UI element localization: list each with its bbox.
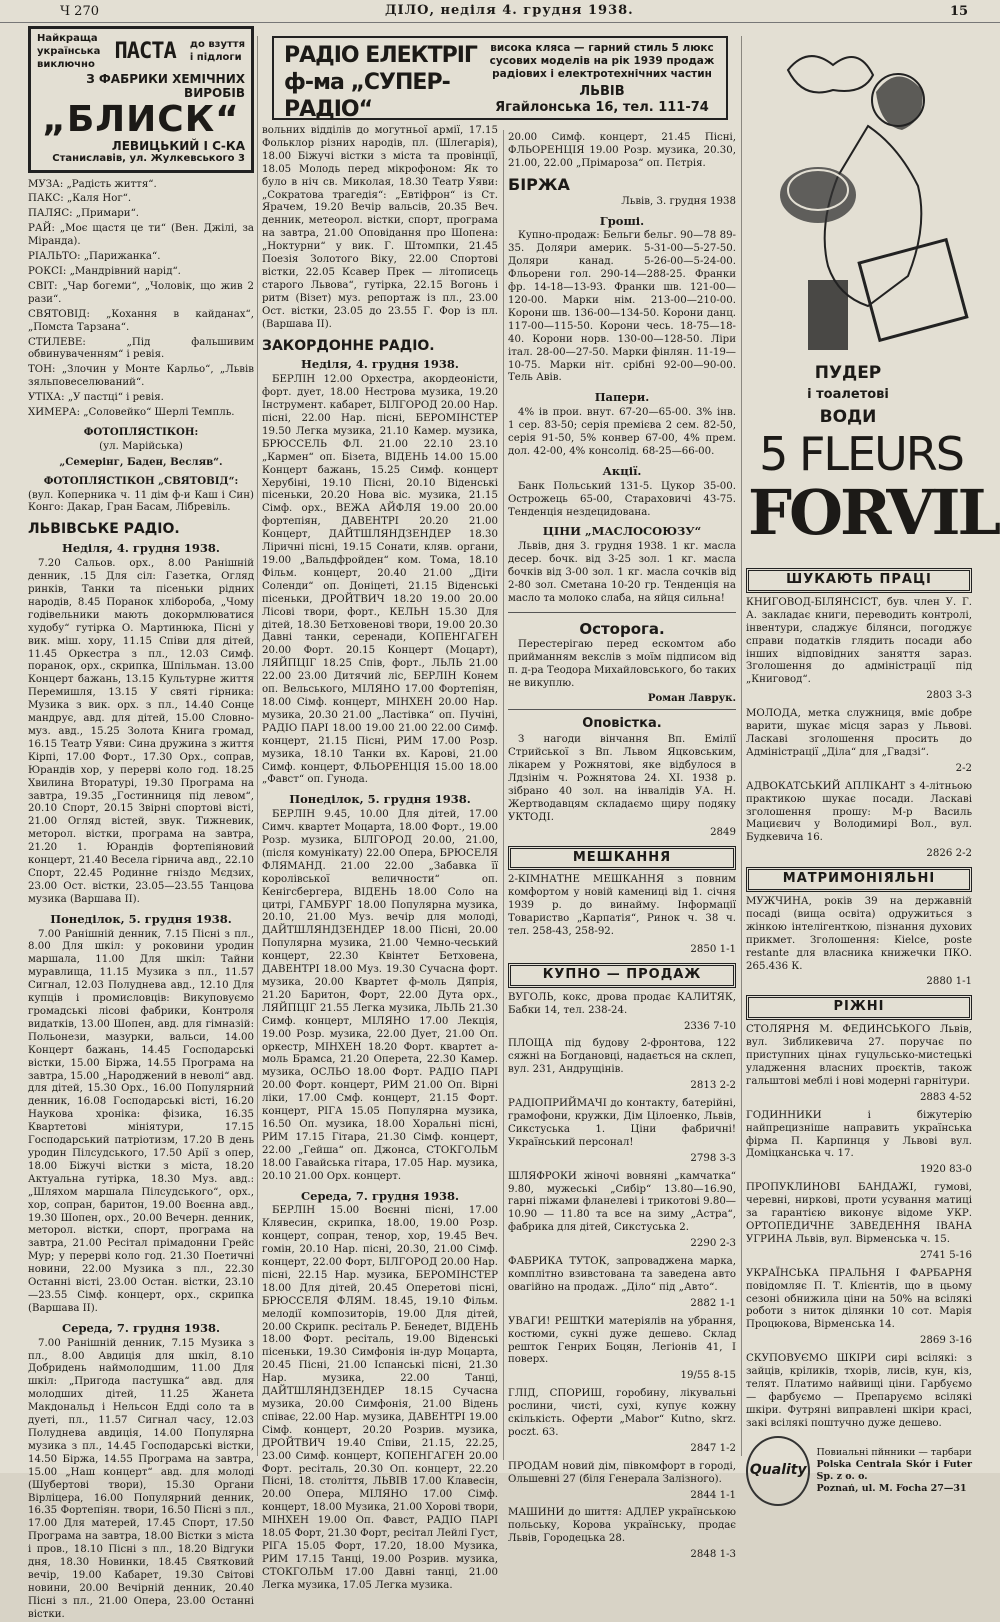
radio-electric-advert [272,36,728,120]
section-heading: ФОТОПЛЯСТІКОН „СВЯТОВІД“: [43,474,239,487]
classified-ad: РАДІОПРИЙМАЧІ до контакту, батерійні, грамофони, кружки, Дім Цілоенко, Львів, Сикстуська 1. Ціни фабричні! Український персонал! [508,1098,736,1148]
classified-ad: МУЖЧИНА, років 39 на державній посаді (вища освіта) одружиться з жінкою інтелігенткою, пізнання духових прикмет. Зголошення: Kielce, poste restante для власника книжечки ПКО. 265.436 К. [746,896,972,972]
cinema-listing: СТИЛЕВЕ: „Під фальшивим обвинуваченням“ і ревія. [28,336,254,361]
advert-text: висока кляса — гарний стиль 5 люкс сусових моделів на рік 1939 продаж радіових і електротехнічних частин [489,42,715,80]
quality-block: Quality Повиальні пйнники — тарбари Polska Centrala Skór i Futer Sp. z o. o. Poznań, ul. M. Focha 27—31 [746,1436,972,1506]
classified-ad: ФАБРИКА ТУТОК, запроваджена марка, комплітно взивстована та заведена авто овагійно на продаж. „Діло“ під „Авто“. [508,1256,736,1293]
classified-ad: СКУПОВУЄМО ШКІРИ сирі всілякі: з зайців, кріликів, тхорів, лисів, кун, кіз, телят. Платимо найвищі ціни. Гарбуємо — фарбуємо — Препаруємо всілякі шкіри. Футряні виправлені шкіри красі, закі всілякі поштучно дуже дешево. [746,1353,972,1429]
section-banner-jobs: ШУКАЮТЬ ПРАЦІ [746,568,972,593]
day-heading: Неділя, 4. грудня 1938. [301,357,459,372]
classified-ad: ПРОПУКЛИНОВІ БАНДАЖІ, гумові, черевні, ниркові, проти усування матиці за гарантією виконує відоме УКР. ОРТОПЕДИЧНЕ ЗАВЕДЕННЯ ІВАНА УГРИНА Львів, вул. Вірменська ч. 15. [746,1182,972,1245]
misc-classifieds [746,1024,972,1430]
section-banner-trade: КУПНО — ПРОДАЖ [508,963,736,988]
classified-ad-number: 1920 83-0 [919,1164,972,1176]
classified-ad-number: 2-2 [955,762,972,774]
programme-text: 20.00 Симф. концерт, 21.45 Пісні, ФЛЬОРЕНЦІЯ 19.00 Розр. музика, 20.30, 21.00, 22.00 „Прімароза“ оп. Пєтрія. [508,132,736,169]
classified-ad: АДВОКАТСЬКИЙ АПЛІКАНТ з 4-літньою практикою шукає посади. Ласкаві зголошення прошу: М-р Василь Мациєвич у Володимирі Вол., вул. Будкевича 16. [746,780,972,844]
day-heading: Понеділок, 5. грудня 1938. [289,792,471,807]
lviv-radio-heading: ЛЬВІВСЬКЕ РАДІО. [28,521,180,538]
cinema-listing: СВІТ: „Чар богеми“, „Чоловік, що жив 2 рази“. [28,280,254,305]
programme-text: БЕРЛІН 9.45, 10.00 Для дітей, 17.00 Симч. квартет Моцарта, 18.00 Форт., 19.00 Розр. музика, БІЛГОРОД 20.00, 21.00, (після комунікату) 22.00 Опера, БРЮСЕЛЯ ФЛЯМАНД. 21.00 22.00 „Забавка її королівської величности“ оп. Кенігсбергера, ВІДЕНЬ 18.00 Соло на цитрі, ГАМБУРГ 18.00 Популярна музика, 20.10, 21.00 Муз. вечір для молоді, ДАЙТШЛЯНДЗЕНДЕР 18.00 Пісні, 20.00 Популярна музика, 21.00 Чемно-чеський концерт, 22.30 Квінтет Бетховена, ДАВЕНТРІ 18.00 Муз. 19.30 Сучасна форт. музика, 20.00 Квартет ф-моль Дяпрія, 21.20 Баритон, Форт, 22.00 Дута орх., ЛЯЙПЦІГ 21.55 Легка музика, ЛЬЛЬ 21.30 Симф. концерт, МІЛЯНО 17.00 Лекція, 19.00 Розр. музика, 22.00 Дует, 21.00 Оп. оркестр, МІНХЕН 18.20 Форт. квартет а-моль Брамса, 21.20 Оперета, 22.30 Камер. музика, ОСЛЬО 18.00 Форт. РАДІО ПАРІ 20.00 Форт. концерт, РИМ 21.00 Оп. Вірні ліки, 17.00 Смф. концерт, 21.15 Форт. концерт, РІГА 15.05 Популярна музика, 16.50 Оп. музика, 18.00 Хоральні пісні, РИМ 17.15 Гітара, 21.30 Сімф. концерт, 22.00 „Гейша“ оп. Джонса, СТОКГОЛЬМ 18.00 Гавайська гітара, 17.05 Нар. музика, 20.10 21.00 Орх. концерт. [262,809,498,1182]
brand-name: „БЛИСК“ [42,98,240,140]
classified-ad: ПРОДАМ новий дім, півкомфорт в городі, Ольшевні 27 (біля Генерала Залізного). [508,1460,736,1485]
classified-ad-number: 2290 2-3 [690,1238,736,1250]
cinema-listing: ХИМЕРА: „Соловейко“ Шерлі Темпль. [28,407,235,419]
cinema-listing: МУЗА: „Радість життя“. [28,178,157,190]
classified-ad-number: 19/55 8-15 [680,1370,736,1382]
trade-classifieds [508,992,736,1562]
column-3: 20.00 Симф. концерт, 21.45 Пісні, ФЛЬОРЕНЦІЯ 19.00 Розр. музика, 20.30, 21.00, 22.00 „Прімароза“ оп. Пєтрія. БІРЖА Львів, 3. грудня 1938 Гроші. Купно-продаж: Бельги бельг. 90—78 89-35. Доляри америк. 5-31-00—5-27-50. Доляри канад. 5-26-00—5-24-00. Фльорени гол. 290-14—288-25. Франки фр. 14-18—13-93. Франки шв. 121-00—120-00. Марки нім. 213-00—210-00. Корони шв. 136-00—134-50. Корони данц. 117-00—115-50. Корони чесь. 18-75—18-40. Корони норв. 130-00—128-50. Ліри італ. 28-00—27-50. Марки фінлян. 11-19—10-75. Марки ніт. срібні 92-00—90-00. Тель Авів. Папери. 4% ів прои. внут. 67-20—65-00. 3% інв. 1 сер. 83-50; серія премієва 2 сем. 82-50, серія 91-50, 5% конвер 67-00, 4% прем. дол. 42-00, 4% консолід. 68-25—66-00. Акції. Банк Польський 131-5. Цукор 35-00. Острожець 65-00, Стараховичі 43-75. Тенденція нездецидована. ЦІНИ „МАСЛОСОЮЗУ“ Львів, дня 3. грудня 1938. 1 кг. масла десер. бочк. від 3-25 зол. 1 кг. масла бочків від 3-00 зол. 1 кг. масла сочків від 2-80 зол. Сметана 10-20 гр. Тенденція на масло та молоко слаба, на яйця сильна! Осторога. Перестерігаю перед ескомтом або прийманням векслів з моїм підписом від п. д-ра Теодора Михайловського, бо таких не викуплю. Роман Лаврук. Оповістка. З нагоди вінчання Вп. Емілії Стрийської з Вп. Львом Яцковським, лікарем у Рожнятові, яке відбулося в Лдзінім ч. Рожнятова 24. XI. 1938 р. зібрано 40 зол. на інвалідів УА. Н. Жертводавцям складаємо щиру подяку УКТОДІ. 2849 МЕШКАННЯ 2-КІМНАТНЕ МЕШКАННЯ з повним комфортом у новій камениці від 1. січня 1939 р. до винайму. Інформації Товариство „Карпатія“, Ринок ч. 38 ч. тел. 258-43, 258-92. 2850 1-1 КУПНО — ПРОДАЖ ВУГОЛЬ, кокс, дрова продає КАЛИТЯК, Бабки 14, тел. 238-24. 2336 7-10 ПЛОЩА під будову 2-фронтова, 122 сяжні на Богдановці, надається на склеп, вул. 231, Андрущінів. 2813 2-2 РАДІОПРИЙМАЧІ до контакту, батерійні, грамофони, кружки, Дім Цілоенко, Львів, Сикстуська 1. Ціни фабричні! Український персонал! 2798 3-3 ШЛЯФРОКИ жіночі вовняні „камчатка“ 9.80, мужеські „Сибір“ 13.80—16.90, гарні піжами фланелеві і трикотові 9.80—10.90 — 11.80 та все на зиму „Астра“, фабрика для дітей, Сикстуська 2. 2290 2-3 ФАБРИКА ТУТОК, запроваджена марка, комплітно взивстована та заведена авто овагійно на продаж. „Діло“ під „Авто“. 2882 1-1 УВАГИ! РЕШТКИ матеріялів на убрання, костюми, сукні дуже дешево. Склад решток Генрих Боцян, Легіонів 41, I поверх. 19/55 8-15 ГЛІД, СПОРИШ, горобину, лікувальні рослини, чисті, сухі, купує кожну скількість. Оферти „Mabor“ Kutno, skrz. poczt. 63. 2847 1-2 ПРОДАМ новий дім, півкомфорт в городі, Ольшевні 27 (біля Генерала Залізного). 2844 1-1 МАШИНИ до шиття: АДЛЕР українською польську, Корова українську, продає Львів, Городецька 28. 2848 1-3 [508,132,737,1561]
warning-notice: Осторога. Перестерігаю перед ескомтом або прийманням векслів з моїм підписом від п. д-ра Теодора Михайловського, бо таких не викуплю. Роман Лаврук. [508,612,736,705]
page-number-right: 15 [950,4,969,19]
classified-ad-number: 2813 2-2 [690,1080,736,1092]
programme-text: БЕРЛІН 15.00 Воєнні пісні, 17.00 Клявесин, скрипка, 18.00, 19.00 Розр. концерт, сопран, тенор, хор, 19.45 Веч. гомін, 20.10 Нар. пісні, 20.30, 21.00 Сімф. концерт, 22.00 Форт, БІЛГОРОД 20.00 Нар. пісні, 22.15 Нар. музика, БЕРОМІНСТЕР 18.00 Для дітей, 20.45 Оперетові пісні, БРЮССЕЛЯ ФЛЯМ. 18.45, 19.10 Фільм. мелодії композиторів, 19.00 Для дітей, 20.00 Скрипк. ресіталь Р. Бенедет, ВІДЕНЬ 18.00 Форт. ресіталь, 19.00 Віденські пісеньки, 19.30 Симфонія ін-дур Моцарта, 20.45 Пісні, 21.00 Іспанські піснi, 21.30 Нар. музика, 22.00 Танці, ДАЙТШЛЯНДЗЕНДЕР 18.15 Сучасна музика, 20.00 Симфонія, 21.00 Відень співає, 22.00 Нар. музика, ДАВЕНТРІ 19.00 Сімф. концерт, 20.20 Розрив. музика, ДРОЙТВИЧ 19.40 Співи, 21.15, 22.25, 23.00 Симф. концерт, КОПЕНГАГЕН 20.00 Форт. ресіталь, 20.30 Оп. концерт, 22.20 Пісні, 18. століття, ЛЬВІВ 17.00 Клавесін, 20.00 Опера, МІЛЯНО 17.00 Сімф. концерт, 18.00 Музика, 21.00 Хорові твори, МІНХЕН 19.00 Оп. Фавст, РАДІО ПАРІ 18.05 Форт, 21.30 Форт, ресітал Лейлі Густ, РІГА 15.05 Форт, 17.20, 18.00 Музика, РИМ 17.15 Танці, 19.00 Розрив. музика, СТОКГОЛЬМ 17.00 Давні танці, 21.00 Легка музика, 17.05 Легка музика. [262,1205,498,1591]
section-banner-matrimonial: МАТРИМОНІЯЛЬНІ [746,867,972,892]
programme-text: 7.00 Ранішній денник, 7.15 Музика з пл., 8.00 Авдиція для шкіл, 8.10 Добридень наймолодшим, 11.00 Для шкіл: „Пригода пастушка“ авд. для молодших дітей, 11.25 Жанета Макдональд і Нельсон Едді соло та в дуеті, пл., 11.57 Сигнал часу, 12.03 Полуднева авдиція, 14.00 Популярна музика з пл., 14.45 Господарські вістки, 14.50 Біржа, 14.55 Програма на завтра, 15.00 „Наш концерт“ авд. для молоді (Шубертові твори), 15.30 Органи Вірліцера, 16.00 Популярний денник, 16.35 Фортепіян. твори, 16.50 Пісні з пл., 17.00 Для матерей, 17.45 Спорт, 17.50 Програма на завтра, 18.00 Вістки з міста і пров., 18.10 Пісні з пл., 18.20 Відгуки дня, 18.30 Новинки, 18.45 Святковий вечір, 19.00 Кабарет, 19.30 Світові новини, 20.00 Вечірній денник, 20.40 Пісні з пл., 21.00 Опера, 23.00 Останні вістки. [28,1337,254,1620]
cinema-listing: ТОН: „Злочин у Монте Карльо“, „Львів зяльповеселюваний“. [28,364,254,389]
section-banner-misc: РІЖНІ [746,995,972,1020]
advert-brand-five-fleurs: 5 FLEURS [759,427,963,481]
classified-ad-number: 2848 1-3 [690,1549,736,1561]
classified-ad-number: 2880 1-1 [926,976,972,988]
day-heading: Середа, 7. грудня 1938. [300,1188,459,1203]
column-rule [741,36,742,1456]
section-banner-housing: МЕШКАННЯ [508,846,736,871]
day-heading: Неділя, 4. грудня 1938. [62,541,220,556]
classified-ad: МАШИНИ до шиття: АДЛЕР українською польську, Корова українську, продає Львів, Городецька 28. [508,1507,736,1545]
programme-text: вольних відділів до могутньої армії, 17.15 Фольклор різних народів, пл. (Шлегарія), 18.00 Біжучі вістки з міста та провінції, 18.05 Молодь перед мікрофоном: Як то було в ніч св. Миколая, 18.30 Театр Уяви: „Сократова трагедія“: „Евтіфрон“ із Ст. Ярачем, 19.20 Вечір вальсів, 20.35 Веч. денник, метеорол. вістки, спорт, програма на завтра, 21.00 Оповідання про Шопена: „Ноктурни“ у вик. Г. Штомпки, 21.45 Поезія Золотого Віку, 22.00 Спортові вістки, 22.05 Ксавер Прек — літописець старого Львова“, гутірка, 22.15 Вогонь і ритм (Візет) муз. репортаж із пл., 23.00 Ост. вістки, 23.05 до 23.55 Г. Фор із пл. (Варшава II). [262,125,498,330]
classified-ad-number: 2847 1-2 [690,1442,736,1454]
column-1: Найкраща українська виключно ПАСТА до взуття і підлоги З ФАБРИКИ ХЕМІЧНИХ ВИРОБІВ „БЛИСК“ ЛЕВИЦЬКИЙ І С-КА Станиславів, ул. Жулкевського 3 МУЗА: „Радість життя“. ПАКС: „Каля Ног“. ПАЛЯС: „Примари“. РАЙ: „Моє щастя це ти“ (Вен. Джілі, за Міранда). РІАЛЬТО: „Парижанка“. РОКСІ: „Мандрівний нарід“. СВІТ: „Чар богеми“, „Чоловік, що жив 2 рази“. СВЯТОВІД: „Кохання в кайданах“, „Помста Тарзана“. СТИЛЕВЕ: „Під фальшивим обвинуваченням“ і ревія. ТОН: „Злочин у Монте Карльо“, „Львів зяльповеселюваний“. УТІХА: „У пастці“ і ревія. ХИМЕРА: „Соловейко“ Шерлі Темпль. ФОТОПЛЯСТІКОН: (ул. Марійська) „Семерінг, Баден, Весляв“. ФОТОПЛЯСТІКОН „СВЯТОВІД“: (вул. Коперника ч. 11 дім ф-и Каш і Син) Конго: Дакар, Гран Басам, Лібревіль. ЛЬВІВСЬКЕ РАДІО. Неділя, 4. грудня 1938. 7.20 Сальов. орх., 8.00 Ранішній денник, .15 Для сіл: Газетка, Огляд ринків, Танки та пісеньки рідних народів, 8.45 Поранок хлібороба, „Чому годівельники мають докормлюватися худобу“ гутірка О. Мартинюка, Пісні у вик. міш. хору, 11.15 Співи для дітей, 11.45 Оркестра з пл., 12.03 Симф. поранок, орх., скрипка, Шпільман. 13.00 Концерт бажань, 13.15 Культурне життя Перемишля, 13.15 У святі гірника: Музика з вик. орх. з пл., 14.40 Сонце мандрує, авд. для дітей, 15.00 Словно-муз. авд., 15.25 Золота Книга громад, 16.15 Театр Уяви: Сина дружина з життя Кірпі, 17.00 Форт., 17.30 Орх., соправ, Юрандів хор, у перерві коло год. 18.25 Хвилина Вторатурі, 19.30 Програма на завтра, 19.35 „Гостинниця під левом“, 20.10 Спорт, 20.15 Звірні спортові вісті, 21.00 Огляд вістей, звук. Тижневик, меторол. вістки, програма на завтра, 21.20 1. Юрандів фортепіяновий концерт, 21.40 Весела гірнича авд., 22.10 Спорт, 22.45 Родинне гніздо Мєдзих, 23.00 Ост. вістки, 23.05—23.55 Танцова музика (Варшава II). Понеділок, 5. грудня 1938. 7.00 Ранішній денник, 7.15 Пісні з пл., 8.00 Для шкіл: у роковини уродин маршала, 11.00 Для шкіл: Тайни муравлища, 11.15 Музика з пл., 11.57 Сигнал, 12.03 Полуднева авд., 12.10 Для купців і промисловців: Викуповуємо громадські лісові фабрики, Контроля видатків, 13.00 Шопен, авд. для гімназій: Польонези, мазурки, вальси, 14.00 Концерт бажань, 14.45 Господарські вістки, 15.00 Біржа, 14.55 Програма на завтра, 15.00 „Народжений в неволі“ авд. для дітей, 15.30 Орх., 16.00 Популярний денник, 16.08 Господарські вісті, 16.20 Наукова хроніка: фізика, 16.35 Квартетові мініятури, 17.15 Господарський патріотизм, 17.20 В день уродин Пілсудського, 17.50 Арії з опер, 18.00 Біжучі вістки з міста, 18.20 Актуальна гутірка, 18.30 Муз. авд.: „Шляхом маршала Пілсудського“, орх., хор, сопран, баритон, 19.00 Воєнна авд., 19.30 Шопен, орх., 20.00 Вечерн. денник, меторол. вістки, спорт, програма на завтра, 21.00 Ресітал прімадонни Грейс Мур; у перерві коло год. 21.30 Поетичні новини, 22.00 Музика з пл., 22.30 Останні вісті, 23.00 Остан. вістки, 23.10—23.55 Сімф. концерт, орх., скрипка (Варшава II). Середа, 7. грудня 1938. 7.00 Ранішній денник, 7.15 Музика з пл., 8.00 Авдиція для шкіл, 8.10 Добридень наймолодшим, 11.00 Для шкіл: „Пригода пастушка“ авд. для молодших дітей, 11.25 Жанета Макдональд і Нельсон Едді соло та в дуеті, пл., 11.57 Сигнал часу, 12.03 Полуднева авдиція, 14.00 Популярна музика з пл., 14.45 Господарські вістки, 14.50 Біржа, 14.55 Програма на завтра, 15.00 „Наш концерт“ авд. для молоді (Шубертові твори), 15.30 Органи Вірліцера, 16.00 Популярний денник, 16.35 Фортепіян. твори, 16.50 Пісні з пл., 17.00 Для матерей, 17.45 Спорт, 17.50 Програма на завтра, 18.00 Вістки з міста і пров., 18.10 Пісні з пл., 18.20 Відгуки дня, 18.30 Новинки, 18.45 Святковий вечір, 19.00 Кабарет, 19.30 Світові новини, 20.00 Вечірній денник, 20.40 Пісні з пл., 21.00 Опера, 23.00 Останні вістки. [28,26,254,1446]
cinema-listing: РІАЛЬТО: „Парижанка“. [28,251,161,263]
classified-ad: УКРАЇНСЬКА ПРАЛЬНЯ І ФАРБАРНЯ повідомляє П. Т. Клієнтів, що в цьому сезоні обнижила ціни на 50% на всілякі роботи з ниток ділянки 10 сот. Марія Процюкова, Вірменська 14. [746,1267,972,1331]
classified-ad: ВУГОЛЬ, кокс, дрова продає КАЛИТЯК, Бабки 14, тел. 238-24. [508,991,736,1016]
column-2 [262,125,498,1591]
matrimonial-classifieds [746,896,972,989]
classified-ad-number: 2803 3-3 [926,690,972,702]
classified-ad: МОЛОДА, метка служниця, вміє добре варити, шукає місця зараз у Львові. Ласкаві зголошення просить до Адміністрації „Діла“ для „Гвадзі“. [746,708,972,758]
column-rule [257,36,258,1456]
advert-powder-text: ПУДЕР і тоалетові ВОДИ [807,363,889,427]
programme-text: БЕРЛІН 12.00 Орхестра, акордеоністи, форт. дует, 18.00 Нестрова музика, 19.20 Інструмент. кабарет, БІЛГОРОД 20.00 Нар. пісні, 22.00 Нар. пісні, БЕРОМІНСТЕР 19.50 Легка музика, 21.10 Камер. музика, БРЮССЕЛЬ ФЛ. 21.00 22.10 23.10 „Кармен“ оп. Бізета, ВІДЕНЬ 14.00 15.00 Концерт бажань, 15.25 Симф. концерт Херубіні, 19.10 Пісні, 20.10 Віденські пісеньки, 20.20 Нова віс. музика, 21.15 Сімф. орх., ВЕЖА АЙФЛЯ 19.00 20.00 фортепіян, ДАВЕНТРІ 20.20 21.00 Концерт, ДАЙТШЛЯНДЗЕНДЕР 18.30 Ліричні пісні, 19.15 Сонати, кляв. органи, 19.00 „Вальдфройден“ ком. Тома, 18.10 Фільм. концерт, 20.40 21.00 „Діти Соленди“ оп. Доніцеті, 21.15 Віденські пісеньки, ДРОЙТВИЧ 18.20 19.00 20.00 Лісові твори, форт., КЕЛЬН 15.30 Для дітей, 18.30 Бетховенові твори, 19.00 20.30 Давні танки, серенади, КОПЕНГАГЕН 20.00 Форт. 20.15 Концерт (Моцарт), ЛЯЙПЦІГ 18.25 Спів, форт., ЛЬЛЬ 21.00 22.00 23.00 Дитячий ліс, БЕРЛІН Конем оп. Вельського, МІЛЯНО 17.00 Фортепіян, 18.00 Сімф. концерт, МІНХЕН 20.00 Нар. музика, 20.30 21.00 „Ластівка“ оп. Пучіні, РАДІО ПАРІ 18.00 19.00 21.00 22.00 Симф. концерт, 21.15 Пісні, РИМ 17.00 Розр. музика, 18.10 Танки вх. Карові, 21.00 Симф. концерт, ФЛЬОРЕНЦІЯ 15.00 18.00 „Фавст“ оп. Гунода. [262,374,498,786]
shares-rates: Банк Польський 131-5. Цукор 35-00. Острожець 65-00, Стараховичі 43-75. Тенденція нездецидована. [508,480,736,518]
cinema-listing: СВЯТОВІД: „Кохання в кайданах“, „Помста Тарзана“. [28,308,254,333]
forvil-advert [748,40,999,560]
classified-ad: ГОДИННИКИ і біжутерію найпрецизніше направить українська фірма П. Карпинця у Львові вул. Доміцканська ч. 17. [746,1109,972,1160]
masthead-date: ДІЛО, неділя 4. грудня 1938. [385,3,634,18]
classified-ad: ГЛІД, СПОРИШ, горобину, лікувальні рослини, чисті, сухі, купує кожну скількість. Оферти „Mabor“ Kutno, skrz. poczt. 63. [508,1388,736,1438]
cinema-listing: ПАЛЯС: „Примари“. [28,208,140,220]
section-heading: ФОТОПЛЯСТІКОН: [83,425,199,438]
column-4 [746,562,972,1494]
advert-company-name: РАДІО ЕЛЕКТРІГ ф-ма „СУПЕР-РАДІО“ [284,43,477,122]
quality-seal-logo: Quality [746,1436,810,1506]
classified-ad: ПЛОЩА під будову 2-фронтова, 122 сяжні на Богдановці, надається на склеп, вул. 231, Андрущінів. [508,1038,736,1076]
day-heading: Понеділок, 5. грудня 1938. [50,911,232,926]
classified-ad-number: 2798 3-3 [690,1152,736,1164]
cinema-listing: УТІХА: „У пастці“ і ревія. [28,392,164,404]
classified-ad-number: 2336 7-10 [683,1020,736,1032]
pasta-label: ПАСТА [114,38,176,64]
exchange-heading: БІРЖА [508,174,570,194]
classified-ad-number: 2869 3-16 [919,1335,972,1347]
cinema-listing: РОКСІ: „Мандрівний нарід“. [28,265,181,277]
advert-address: ЛЬВІВ Ягайлонська 16, тел. 111-74 [495,84,709,115]
programme-text: 7.20 Сальов. орх., 8.00 Ранішній денник, .15 Для сіл: Газетка, Огляд ринків, Танки та пісеньки рідних народів, 8.45 Поранок хлібороба, „Чому годівельники мають докормлюватися худобу“ гутірка О. Мартинюка, Пісні у вик. міш. хору, 11.15 Співи для дітей, 11.45 Оркестра з пл., 12.03 Симф. поранок, орх., скрипка, Шпільман. 13.00 Концерт бажань, 13.15 Культурне життя Перемишля, 13.15 У святі гірника: Музика з вик. орх. з пл., 14.40 Сонце мандрує, авд. для дітей, 15.00 Словно-муз. авд., 15.25 Золота Книга громад, 16.15 Театр Уяви: Сина дружина з життя Кірпі, 17.00 Форт., 17.30 Орх., соправ, Юрандів хор, у перерві коло год. 18.25 Хвилина Вторатурі, 19.30 Програма на завтра, 19.35 „Гостинниця під левом“, 20.10 Спорт, 20.15 Звірні спортові вісті, 21.00 Огляд вістей, звук. Тижневик, меторол. вістки, програма на завтра, 21.20 1. Юрандів фортепіяновий концерт, 21.40 Весела гірнича авд., 22.10 Спорт, 22.45 Родинне гніздо Мєдзих, 23.00 Ост. вістки, 23.05—23.55 Танцова музика (Варшава II). [28,558,254,905]
advert-brand-forvil: FORVIL [748,476,999,549]
blysk-advert: Найкраща українська виключно ПАСТА до взуття і підлоги З ФАБРИКИ ХЕМІЧНИХ ВИРОБІВ „БЛИСК“ ЛЕВИЦЬКИЙ І С-КА Станиславів, ул. Жулкевського 3 [28,26,254,173]
forvil-woman-illustration [748,40,974,360]
programme-text: 7.00 Ранішній денник, 7.15 Пісні з пл., 8.00 Для шкіл: у роковини уродин маршала, 11.00 Для шкіл: Тайни муравлища, 11.15 Музика з пл., 11.57 Сигнал, 12.03 Полуднева авд., 12.10 Для купців і промисловців: Викуповуємо громадські лісові фабрики, Контроля видатків, 13.00 Шопен, авд. для гімназій: Польонези, мазурки, вальси, 14.00 Концерт бажань, 14.45 Господарські вістки, 15.00 Біржа, 14.55 Програма на завтра, 15.00 „Народжений в неволі“ авд. для дітей, 15.30 Орх., 16.00 Популярний денник, 16.08 Господарські вісті, 16.20 Наукова хроніка: фізика, 16.35 Квартетові мініятури, 17.15 Господарський патріотизм, 17.20 В день уродин Пілсудського, 17.50 Арії з опер, 18.00 Біжучі вістки з міста, 18.20 Актуальна гутірка, 18.30 Муз. авд.: „Шляхом маршала Пілсудського“, орх., хор, сопран, баритон, 19.00 Воєнна авд., 19.30 Шопен, орх., 20.00 Вечерн. денник, меторол. вістки, спорт, програма на завтра, 21.00 Ресітал прімадонни Грейс Мур; у перерві коло год. 21.30 Поетичні новини, 22.00 Музика з пл., 22.30 Останні вісті, 23.00 Остан. вістки, 23.10—23.55 Сімф. концерт, орх., скрипка (Варшава II). [28,928,254,1314]
classified-ad: УВАГИ! РЕШТКИ матеріялів на убрання, костюми, сукні дуже дешево. Склад решток Генрих Боцян, Легіонів 41, I поверх. [508,1315,736,1366]
classified-ad-number: 2844 1-1 [690,1489,736,1501]
classified-ad-number: 2826 2-2 [926,848,972,860]
classified-ad: ШЛЯФРОКИ жіночі вовняні „камчатка“ 9.80, мужеські „Сибір“ 13.80—16.90, гарні піжами фланелеві і трикотові 9.80—10.90 — 11.80 та все на зиму „Астра“, фабрика для дітей, Сикстуська 2. [508,1170,736,1234]
classified-ad: 2-КІМНАТНЕ МЕШКАННЯ з повним комфортом у новій камениці від 1. січня 1939 р. до винайму. Інформації Товариство „Карпатія“, Ринок ч. 38 ч. тел. 258-43, 258-92. [508,874,736,938]
announcement: Оповістка. З нагоди вінчання Вп. Емілії Стрийської з Вп. Львом Яцковським, лікарем у Рожнятові, яке відбулося в Лдзінім ч. Рожнятова 24. XI. 1938 р. зібрано 40 зол. на інвалідів УА. Н. Жертводавцям складаємо щиру подяку УКТОДІ. 2849 [508,709,736,839]
classified-ad-number: 2741 5-16 [919,1249,972,1261]
cinema-listings [28,179,254,420]
cinema-listing: РАЙ: „Моє щастя це ти“ (Вен. Джілі, за Міранда). [28,223,254,248]
classified-ad-number: 2883 4-52 [919,1091,972,1103]
cinema-listing: ПАКС: „Каля Ног“. [28,193,132,205]
page-number-left: Ч 270 [60,4,99,19]
page-header [0,0,1000,23]
day-heading: Середа, 7. грудня 1938. [61,1320,220,1335]
column-rule [503,130,504,1460]
job-classifieds [746,597,972,861]
classified-ad-number: 2882 1-1 [690,1297,736,1309]
classified-ad: КНИГОВОД-БІЛЯНСІСТ, був. член У. Г. А. закладає книги, переводить контролі, інвентури, сладжує білянси, погоджує справи податків глядить посади або інших відповідних заняття зараз. Зголошення до адміністрації під „Книговод“. [746,596,972,686]
butter-prices: Львів, дня 3. грудня 1938. 1 кг. масла десер. бочк. від 3-25 зол. 1 кг. масла бочків від 3-00 зол. 1 кг. масла сочків від 2-80 зол. Сметана 10-20 гр. Тенденція на масло та молоко слаба, на яйця сильна! [508,541,736,604]
classified-ad: СТОЛЯРНЯ М. ФЕДИНСЬКОГО Львів, вул. Зибликевича 27. поручає по приступних цінах гуцульсько-мистецькі уладження власних проєктів, також гальштові меблі і нові модерні гарнітури. [746,1024,972,1087]
securities-rates: 4% ів прои. внут. 67-20—65-00. 3% інв. 1 сер. 83-50; серія премієва 2 сем. 82-50, серія 91-50, 5% конвер 67-00, 4% прем. дол. 42-00, 4% консолід. 68-25—66-00. [508,407,736,457]
foreign-radio-heading: ЗАКОРДОННЕ РАДІО. [262,337,435,354]
currency-rates: Купно-продаж: Бельги бельг. 90—78 89-35. Доляри америк. 5-31-00—5-27-50. Доляри канад. 5-26-00—5-24-00. Фльорени гол. 290-14—288-25. Франки фр. 14-18—13-93. Франки шв. 121-00—120-00. Марки нім. 213-00—210-00. Корони шв. 136-00—134-50. Корони данц. 117-00—115-50. Корони чесь. 18-75—18-40. Корони норв. 130-00—128-50. Ліри італ. 28-00—27-50. Марки фінлян. 11-19—10-75. Марки ніт. срібні 92-00—90-00. Тель Авів. [508,230,736,384]
